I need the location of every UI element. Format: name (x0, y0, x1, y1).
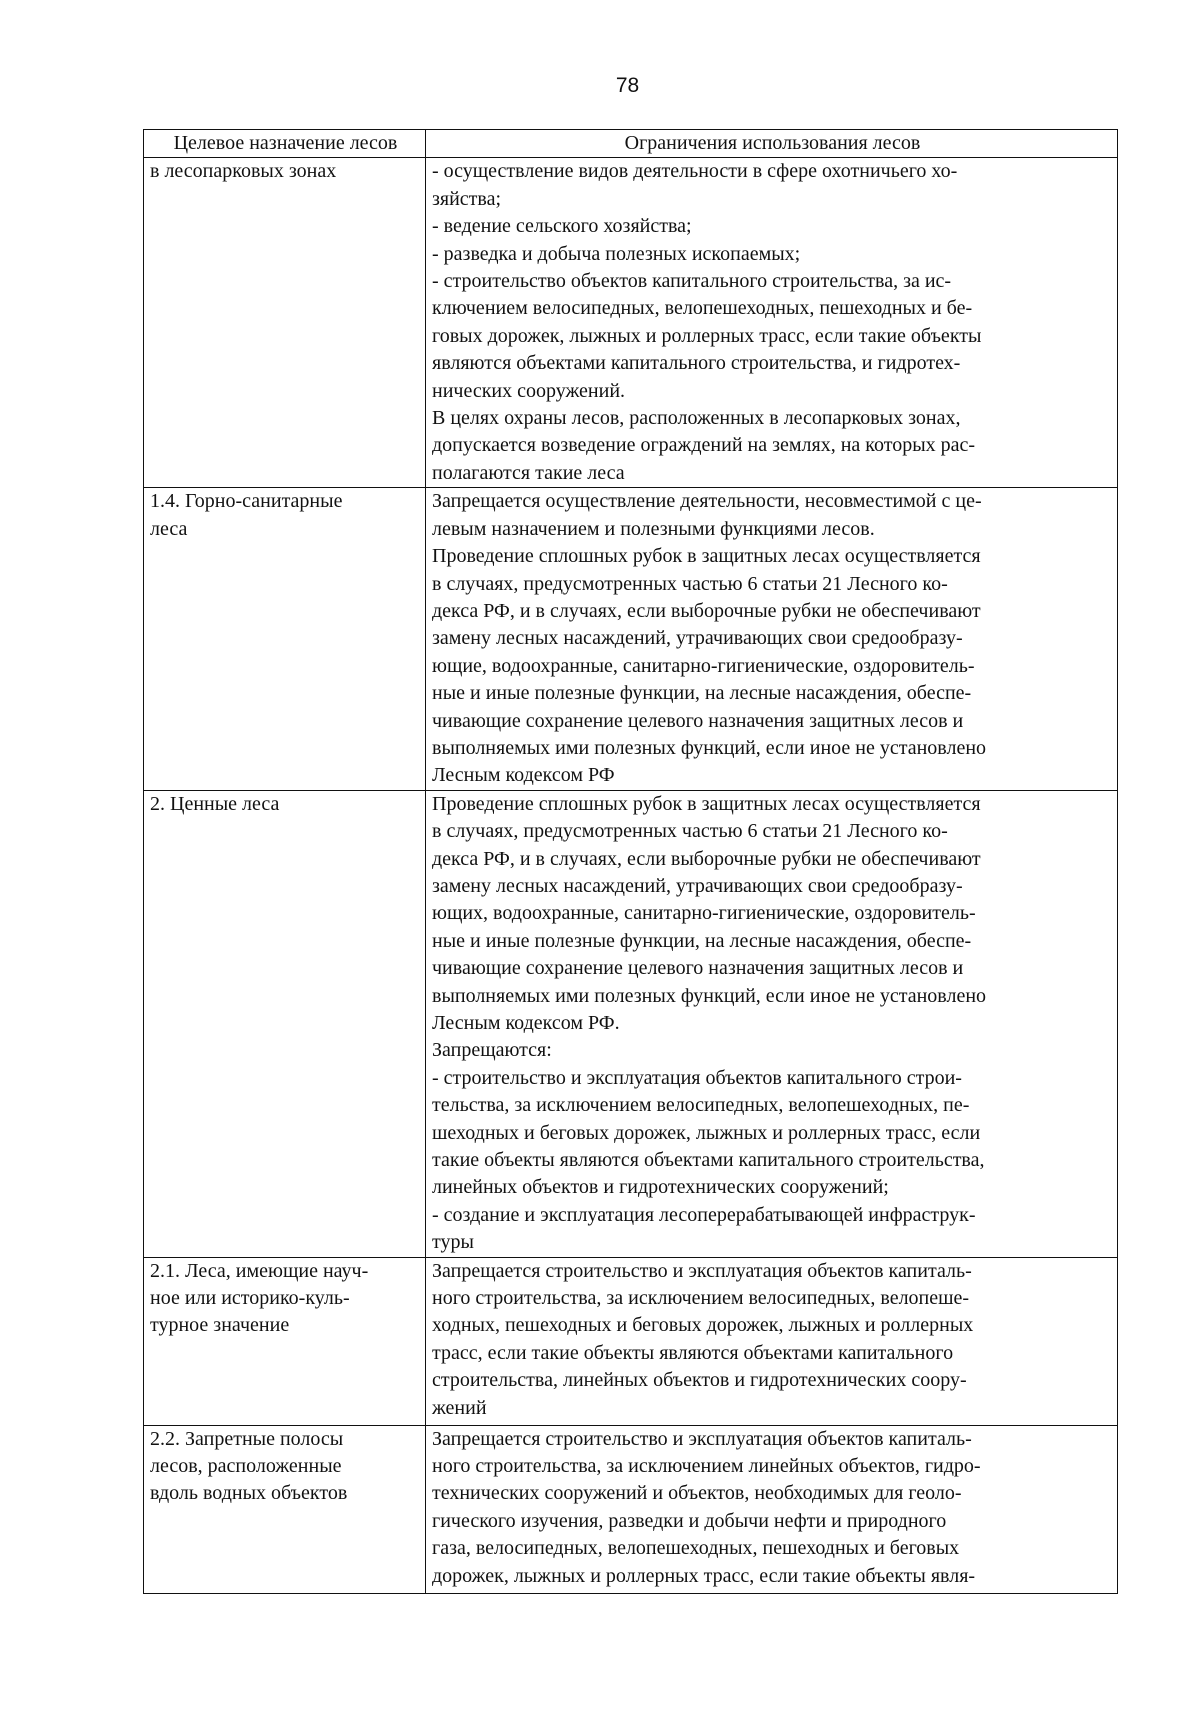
row-purpose-cell (144, 158, 426, 488)
row-purpose-text: 1.4. Горно-санитарные леса (150, 490, 343, 540)
row-limits-cell (426, 158, 1118, 488)
row-purpose-text: 2.1. Леса, имеющие науч- ное или историко-куль- турное значение (150, 1259, 369, 1337)
table-row (144, 1257, 1118, 1425)
table-row (144, 790, 1118, 1257)
row-limits-text: Проведение сплошных рубок в защитных лесах осуществляется в случаях, предусмотренных частью 6 статьи 21 Лесного ко- декса РФ, и в случаях, если выборочные рубки не обеспечивают замену лесных насаждений, утрачивающих свои средообразу- ющих, водоохранные, санитарно-гигиенические, оздоровитель- ные и иные полезные функции, на лесные насаждения, обеспе- чивающие сохранение целевого назначения защитных лесов и выполняемых ими полезных функций, если иное не установлено Лесным кодексом РФ. Запрещаются: - строительство и эксплуатация объектов капитального строи- тельства, за исключением велосипедных, велопешеходных, пе- шеходных и беговых дорожек, лыжных и роллерных трасс, если такие объекты являются объектами капитального строительства, линейных объектов и гидротехнических сооружений; - создание и эксплуатация лесоперерабатывающей инфраструк- туры (432, 792, 987, 1254)
forest-restrictions-table (143, 129, 1118, 1594)
row-limits-text: Запрещается осуществление деятельности, несовместимой с це- левым назначением и полезными функциями лесов. Проведение сплошных рубок в защитных лесах осуществляется в случаях, предусмотренных частью 6 статьи 21 Лесного ко- декса РФ, и в случаях, если выборочные рубки не обеспечивают замену лесных насаждений, утрачивающих свои средообразу- ющие, водоохранные, санитарно-гигиенические, оздоровитель- ные и иные полезные функции, на лесные насаждения, обеспе- чивающие сохранение целевого назначения защитных лесов и выполняемых ими полезных функций, если иное не установлено Лесным кодексом РФ (432, 490, 987, 787)
row-limits-text: - осуществление видов деятельности в сфере охотничьего хо- зяйства; - ведение сельского хозяйства; - разведка и добыча полезных ископаемых; - строительство объектов капитального строительства, за ис- ключением велосипедных, велопешеходных, пешеходных и бе- говых дорожек, лыжных и роллерных трасс, если такие объекты являются объектами капитального строительства, и гидротех- нических сооружений. В целях охраны лесов, расположенных в лесопарковых зонах, допускается возведение ограждений на землях, на которых рас- полагаются такие леса (432, 160, 982, 484)
row-purpose-cell (144, 790, 426, 1257)
row-limits-text: Запрещается строительство и эксплуатация объектов капиталь- ного строительства, за исключением линейных объектов, гидро- технических сооружений и объектов, необходимых для геоло- гического изучения, разведки и добычи нефти и природного газа, велосипедных, велопешеходных, пешеходных и беговых дорожек, лыжных и роллерных трасс, если такие объекты явля- (432, 1427, 981, 1587)
header-purpose: Целевое назначение лесов (144, 130, 426, 158)
table-header-row (144, 130, 1118, 158)
page-number: 78 (615, 74, 640, 97)
table-row (144, 158, 1118, 488)
row-purpose-text: в лесопарковых зонах (150, 160, 337, 183)
row-purpose-cell (144, 1425, 426, 1593)
row-limits-cell (426, 1425, 1118, 1593)
table-row (144, 488, 1118, 790)
row-limits-cell (426, 1257, 1118, 1425)
row-purpose-cell (144, 488, 426, 790)
table-row (144, 1425, 1118, 1593)
row-limits-text: Запрещается строительство и эксплуатация объектов капиталь- ного строительства, за исключением велосипедных, велопеше- ходных, пешеходных и беговых дорожек, лыжных и роллерных трасс, если такие объекты являются объектами капитального строительства, линейных объектов и гидротехнических соору- жений (432, 1259, 974, 1419)
row-limits-cell (426, 488, 1118, 790)
row-purpose-text: 2.2. Запретные полосы лесов, расположенные вдоль водных объектов (150, 1427, 348, 1505)
row-limits-cell (426, 790, 1118, 1257)
header-limits: Ограничения использования лесов (426, 130, 1118, 158)
row-purpose-cell (144, 1257, 426, 1425)
row-purpose-text: 2. Ценные леса (150, 792, 280, 815)
